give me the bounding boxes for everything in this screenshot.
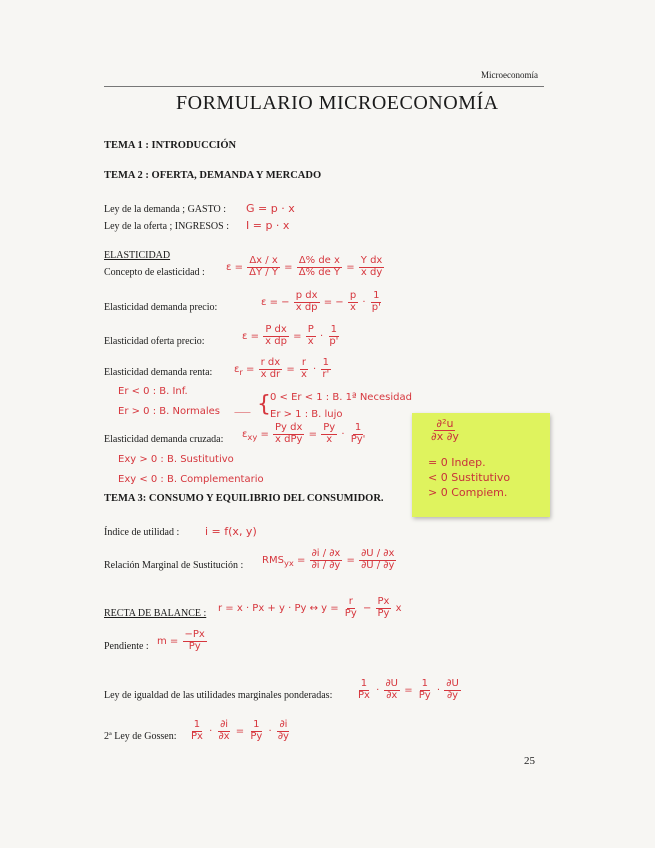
elasticidad-cruzada-formula: $\varepsilon_{xy}$ = $\frac{\text{Py dx}}{\text{x dPy}}$ = $\frac{Py}{x}$ · $\frac{1}{Py'}$ bbox=[242, 422, 366, 445]
brace: { bbox=[257, 392, 271, 417]
renta-primera-necesidad: 0 < Er < 1 : B. 1ª Necesidad bbox=[270, 392, 412, 403]
recta-balance-label: RECTA DE BALANCE : bbox=[104, 608, 207, 619]
rms-formula: $RMS_{yx}$ = $\frac{\partial i / \partial x}{\partial i / \partial y}$ = $\frac{\partial U / \partial x}{\partial U / \partial y}$ bbox=[262, 548, 395, 571]
elasticidad-renta-formula: $\varepsilon_r$ = $\frac{\text{r dx}}{\text{x dr}}$ = $\frac{r}{x}$ · $\frac{1}{r'}$ bbox=[234, 357, 330, 380]
elasticidad-heading: ELASTICIDAD bbox=[104, 250, 171, 261]
page-title: FORMULARIO MICROECONOMÍA bbox=[176, 92, 499, 114]
concepto-elasticidad-formula: ε = $\frac{\Delta x / x}{\Delta Y / Y}$ = $\frac{\text{Δ\% de x}}{\text{Δ\% de Y}}$ = $\frac{\text{Y dx}}{\text{x dy}}$ bbox=[226, 255, 383, 278]
elasticidad-precio-label: Elasticidad demanda precio: bbox=[104, 302, 218, 313]
header-rule bbox=[104, 86, 544, 87]
indice-utilidad-label: Índice de utilidad : bbox=[104, 527, 180, 538]
elasticidad-precio-formula: ε = − $\frac{\text{p dx}}{\text{x dp}}$ = − $\frac{p}{x}$ · $\frac{1}{p'}$ bbox=[261, 290, 381, 313]
pendiente-label: Pendiente : bbox=[104, 641, 149, 652]
gossen-formula: $\frac{1}{Px}$ · $\frac{\partial i}{\partial x}$ = $\frac{1}{Py}$ · $\frac{\partial i}{\partial y}$ bbox=[191, 719, 289, 742]
running-header: Microeconomía bbox=[481, 70, 538, 80]
tema-3-heading: TEMA 3: CONSUMO Y EQUILIBRIO DEL CONSUMIDOR. bbox=[104, 493, 384, 504]
cruzada-complementario: Exy < 0 : B. Complementario bbox=[118, 474, 264, 485]
elasticidad-renta-label: Elasticidad demanda renta: bbox=[104, 367, 213, 378]
ley-demanda-formula: G = p · x bbox=[246, 202, 295, 215]
gossen-label: 2ª Ley de Gossen: bbox=[104, 731, 177, 742]
pendiente-formula: m = $\frac{-Px}{Py}$ bbox=[157, 629, 205, 652]
recta-balance-formula: r = x · Px + y · Py ↔ y = $\frac{r}{Py}$ − $\frac{Px}{Py}$ x bbox=[218, 596, 402, 619]
renta-bien-normal: Er > 0 : B. Normales bbox=[118, 406, 221, 417]
tema-1-heading: TEMA 1 : INTRODUCCIÓN bbox=[104, 140, 237, 151]
page-number: 25 bbox=[524, 755, 535, 767]
ley-oferta-label: Ley de la oferta ; INGRESOS : bbox=[104, 221, 229, 232]
igualdad-utilidades-label: Ley de igualdad de las utilidades marginales ponderadas: bbox=[104, 690, 333, 701]
tema-2-heading: TEMA 2 : OFERTA, DEMANDA Y MERCADO bbox=[104, 170, 322, 181]
elasticidad-oferta-formula: ε = $\frac{\text{P dx}}{\text{x dp}}$ = $\frac{P}{x}$ · $\frac{1}{p'}$ bbox=[242, 324, 339, 347]
ley-oferta-formula: I = p · x bbox=[246, 219, 290, 232]
sticky-line-indep: = 0 Indep. bbox=[428, 456, 486, 469]
renta-bien-inferior: Er < 0 : B. Inf. bbox=[118, 386, 188, 397]
sticky-line-complementario: > 0 Compiem. bbox=[428, 486, 508, 499]
elasticidad-cruzada-label: Elasticidad demanda cruzada: bbox=[104, 434, 224, 445]
arrow-line: ⸺ bbox=[234, 407, 251, 418]
sticky-derivative: $\frac{\text{∂²u}}{\partial x \partial y}$ bbox=[431, 417, 459, 443]
sticky-note bbox=[412, 413, 550, 517]
concepto-elasticidad-label: Concepto de elasticidad : bbox=[104, 267, 205, 278]
cruzada-sustitutivo: Exy > 0 : B. Sustitutivo bbox=[118, 454, 234, 465]
ley-demanda-label: Ley de la demanda ; GASTO : bbox=[104, 204, 227, 215]
renta-bien-lujo: Er > 1 : B. lujo bbox=[270, 409, 343, 420]
igualdad-utilidades-formula: $\frac{1}{Px}$ · $\frac{\partial U}{\partial x}$ = $\frac{1}{Py}$ · $\frac{\partial U}{\partial y}$ bbox=[358, 678, 459, 701]
rms-label: Relación Marginal de Sustitución : bbox=[104, 560, 244, 571]
sticky-line-sustitutivo: < 0 Sustitutivo bbox=[428, 471, 511, 484]
elasticidad-oferta-label: Elasticidad oferta precio: bbox=[104, 336, 205, 347]
indice-utilidad-formula: i = f(x, y) bbox=[205, 525, 257, 538]
